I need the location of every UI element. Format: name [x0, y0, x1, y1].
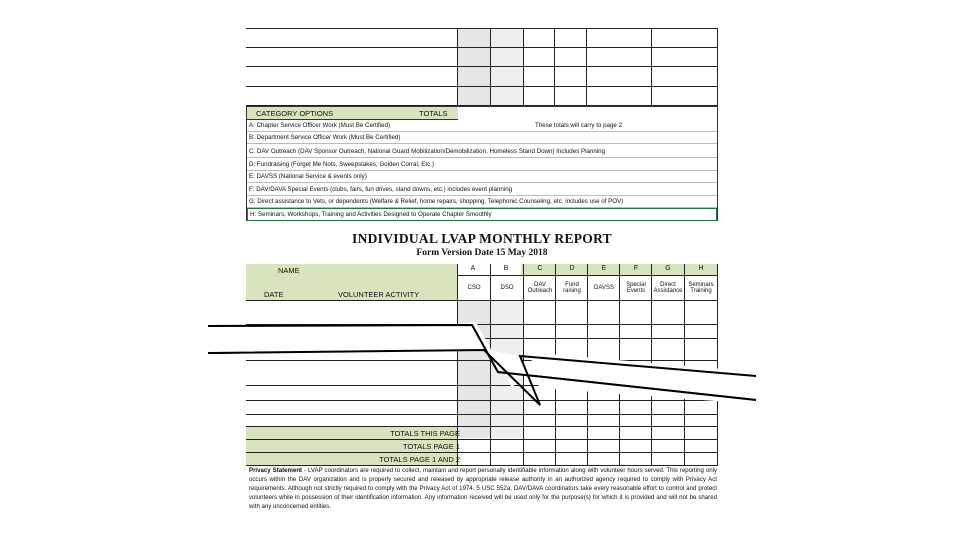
totals-page-1-label: TOTALS PAGE 1 [402, 442, 460, 451]
category-option-g: G: Direct assistance to Vets, or dependents (Welfare & Relief, home repairs, shopping, Telephonic Counseling, etc. includes use of POV) [247, 196, 717, 208]
category-option-d: D: Fundraising (Forget Me Nots, Sweepstakes, Golden Corral, Etc.) [247, 159, 717, 171]
column-f-label: Special Events [626, 282, 646, 294]
column-d-letter: D [569, 265, 575, 272]
column-a-letter: A [470, 265, 476, 272]
column-h-letter: H [698, 265, 704, 272]
category-option-h: H: Seminars, Workshops, Training and Activities Designed to Operate Chapter Smoothly [247, 208, 717, 221]
totals-label: TOTALS [419, 109, 448, 118]
column-e-label: DAVSS [594, 285, 614, 291]
report-title: INDIVIDUAL LVAP MONTHLY REPORT [352, 231, 612, 246]
totals-this-page-label: TOTALS THIS PAGE [390, 429, 460, 438]
category-options-label: CATEGORY OPTIONS [256, 109, 334, 118]
column-d-label: Fund raising [563, 282, 581, 294]
privacy-statement [249, 467, 717, 512]
category-option-c: C: DAV Outreach (DAV Sponsor Outreach, National Guard Mobilization/Demobilization, Homeless Stand Down) Includes Planning [247, 146, 717, 158]
column-b-label: DSO [500, 285, 514, 291]
totals-page-1-and-2-label: TOTALS PAGE 1 AND 2 [379, 455, 460, 464]
column-c-letter: C [537, 265, 543, 272]
column-c-label: DAV Outreach [527, 282, 553, 294]
volunteer-activity-label: VOLUNTEER ACTIVITY [338, 290, 420, 299]
column-g-label: Direct Assistance [653, 282, 683, 294]
name-label: NAME [278, 266, 300, 275]
category-option-f: F: DAV/DAVA Special Events (clubs, fairs, fun drives, stand downs, etc.) includes event planning [247, 184, 717, 196]
date-label: DATE [264, 290, 284, 299]
column-f-letter: F [633, 265, 639, 272]
column-g-letter: G [665, 265, 671, 272]
form-version: Form Version Date 15 May 2018 [416, 248, 548, 258]
column-b-letter: B [503, 265, 509, 272]
carry-note: These totals will carry to page 2 [535, 122, 623, 129]
category-option-b: B: Department Service Officer Work (Must Be Certified) [247, 132, 717, 144]
privacy-heading: Privacy Statement [249, 467, 303, 474]
column-a-label: CSO [467, 285, 481, 291]
column-h-label: Seminars Training [688, 282, 714, 294]
privacy-text: - LVAP coordinators are required to collect, maintain and report personally identifiable information along with volunteer hours served. This reporting only occurs within the DAV organization and is properly secured and released by appropriate release authority in an authorized agency required to comply with Privacy Act requirements. Although not strictly required to comply with the Privacy Act of 1974, 5 USC 552a, DAV/DAVA coordinators take every reasonable effort to control and protect volunteers while in possession of their identification information. Any information received will be used only for the purpose(s) for which it is provided and will not be shared with any unconcerned entities. [249, 467, 717, 510]
column-e-letter: E [601, 265, 607, 272]
category-option-a: A: Chapter Service Officer Work (Must Be Certified) [247, 120, 717, 132]
category-option-e: E: DAVSS (National Service & events only) [247, 171, 717, 183]
